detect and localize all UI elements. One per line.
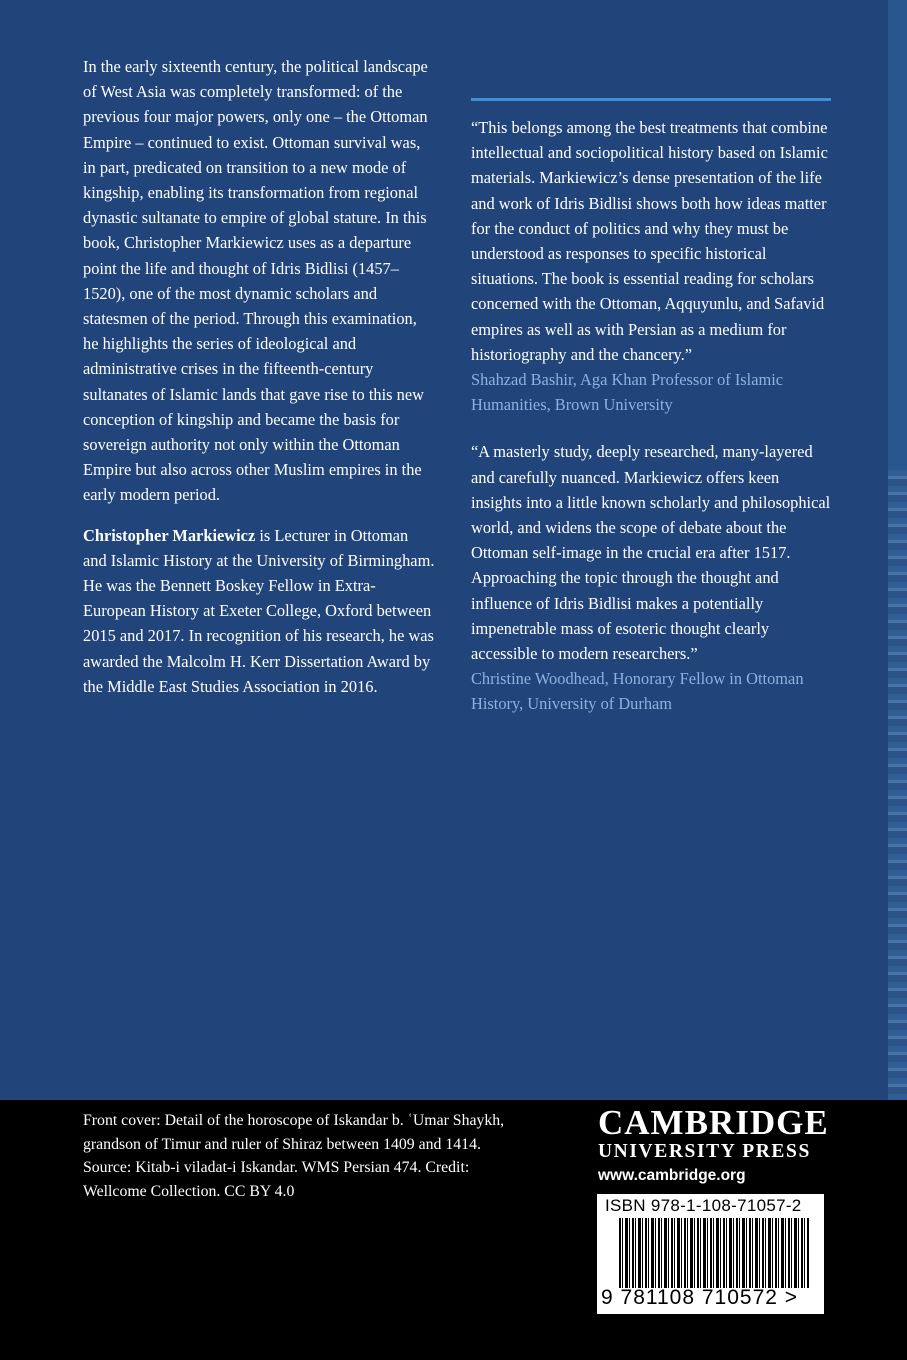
publisher-name: CAMBRIDGE	[598, 1103, 829, 1142]
endorsement-attribution: Christine Woodhead, Honorary Fellow in Ottoman History, University of Durham	[471, 669, 804, 714]
endorsements-column	[471, 98, 831, 739]
endorsement-quote: “This belongs among the best treatments that combine intellectual and sociopolitical history based on Islamic materials. Markiewicz’s dense presentation of the life and work of Idris Bidlisi shows both how ideas matter for the conduct of politics and why they must be understood as responses to specific historical situations. The book is essential reading for scholars concerned with the Ottoman, Aqquyunlu, and Safavid empires as well as with Persian as a medium for historiography and the chancery.”	[471, 118, 828, 364]
cover-credit: Front cover: Detail of the horoscope of Iskandar b. ʿUmar Shaykh, grandson of Timur and ruler of Shiraz between 1409 and 1414. Source: Kitab-i viladat-i Iskandar. WMS Persian 474. Credit: Wellcome Collection. CC BY 4.0	[83, 1112, 505, 1200]
spine-ornament	[888, 470, 907, 1100]
publisher-url: www.cambridge.org	[598, 1167, 746, 1184]
description-paragraph: In the early sixteenth century, the political landscape of West Asia was completely transformed: of the previous four major powers, only one – the Ottoman Empire – continued to exist. Ottoman survival was, in part, predicated on transition to a new mode of kingship, enabling its transformation from regional dynastic sultanate to empire of global stature. In this book, Christopher Markiewicz uses as a departure point the life and thought of Idris Bidlisi (1457–1520), one of the most dynamic scholars and statesmen of the period. Through this examination, he highlights the series of ideological and administrative crises in the fifteenth-century sultanates of Islamic lands that gave rise to this new conception of kingship and became the basis for sovereign authority not only within the Ottoman Empire but also across other Muslim empires in the early modern period.	[83, 57, 428, 505]
barcode-bars	[619, 1218, 809, 1288]
barcode-digits: 9 781108 710572 >	[601, 1286, 799, 1309]
left-column	[83, 54, 435, 714]
divider-rule	[471, 98, 831, 101]
author-bio	[83, 523, 435, 699]
publisher-logo	[598, 1105, 828, 1185]
barcode	[597, 1194, 824, 1314]
isbn-label: ISBN 978-1-108-71057-2	[605, 1196, 802, 1215]
endorsement-quote: “A masterly study, deeply researched, many-layered and carefully nuanced. Markiewicz offers keen insights into a little known scholarly and philosophical world, and widens the scope of debate about the Ottoman self-image in the crucial era after 1517. Approaching the topic through the thought and influence of Idris Bidlisi makes a potentially impenetrable mass of esoteric thought clearly accessible to modern researchers.”	[471, 442, 831, 664]
publisher-sub: UNIVERSITY PRESS	[598, 1141, 811, 1162]
author-name: Christopher Markiewicz	[83, 525, 256, 545]
author-bio-text: is Lecturer in Ottoman and Islamic History at the University of Birmingham. He was the Bennett Boskey Fellow in Extra-European History at Exeter College, Oxford between 2015 and 2017. In recognition of his research, he was awarded the Malcolm H. Kerr Dissertation Award by the Middle East Studies Association in 2016.	[83, 525, 435, 696]
endorsement-attribution: Shahzad Bashir, Aga Khan Professor of Islamic Humanities, Brown University	[471, 370, 784, 415]
